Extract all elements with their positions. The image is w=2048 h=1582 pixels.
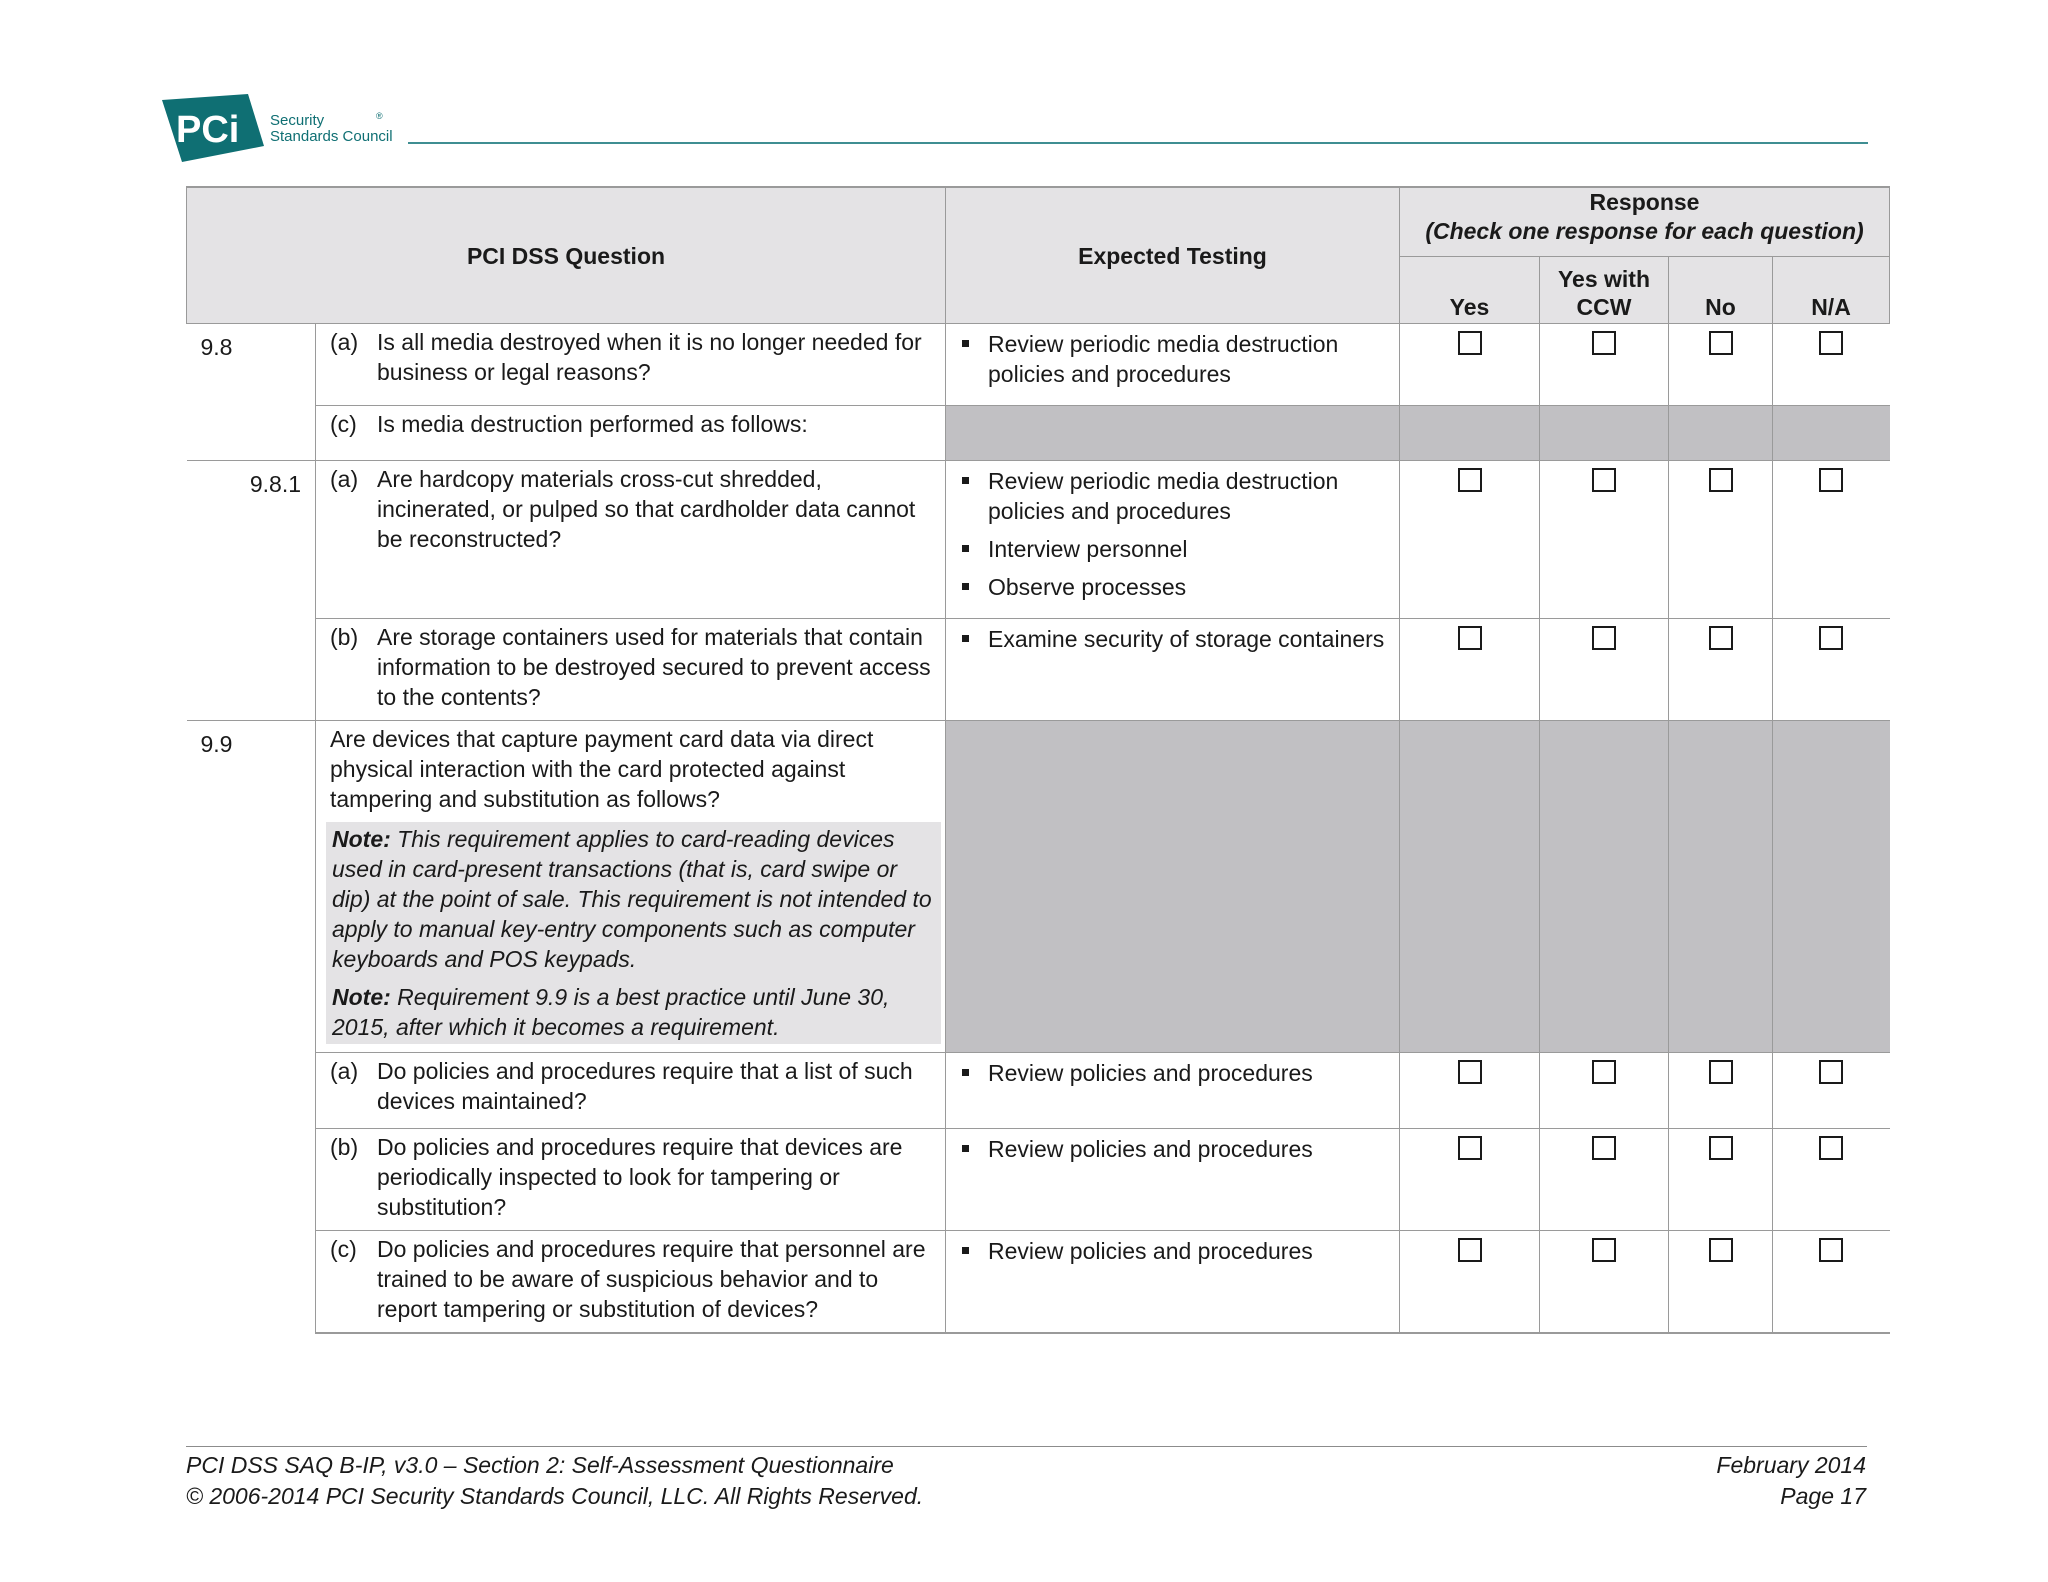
header-testing: Expected Testing (946, 187, 1400, 324)
note-box: Note: This requirement applies to card-reading devices used in card-present transactions (that is, card swipe or dip) at the point of sale. This requirement is not intended to apply to manual key-entry components such as computer keyboards and POS keypads. Note: Requirement 9.9 is a best practice until June 30, 2015, after which it becomes a requirement. (326, 822, 941, 1044)
question-cell: (b) Are storage containers used for materials that contain information to be destroyed secured to prevent access to the contents? (316, 619, 946, 721)
logo-registered: ® (376, 111, 383, 121)
footer-doc-title: PCI DSS SAQ B-IP, v3.0 – Section 2: Self-Assessment Questionnaire (186, 1452, 894, 1478)
logo-line1: Security (270, 112, 325, 129)
question-text: Are devices that capture payment card data via direct physical interaction with the card protected against tampering and substitution as follows? (330, 726, 874, 812)
response-cell (1540, 1129, 1669, 1231)
header-yes-ccw: Yes with CCW (1540, 257, 1669, 324)
table-row (187, 1053, 1890, 1129)
header-na: N/A (1773, 257, 1890, 324)
footer-right (1716, 1450, 1866, 1512)
testing-cell (946, 1231, 1400, 1334)
na-checkbox[interactable] (1819, 1060, 1843, 1084)
yes-ccw-checkbox[interactable] (1592, 1238, 1616, 1262)
table-row (187, 406, 1890, 461)
response-cell (1540, 619, 1669, 721)
header-response-sub: (Check one response for each question) (1425, 218, 1864, 244)
logo-mark: PCi (176, 109, 240, 151)
table-row (187, 1129, 1890, 1231)
logo-line2: Standards Council (270, 128, 393, 145)
header-response-title: Response (1589, 189, 1700, 215)
req-number: 9.8 (187, 324, 316, 461)
list-item: Observe processes (960, 572, 1385, 602)
question-cell: (a) Are hardcopy materials cross-cut shredded, incinerated, or pulped so that cardholder data cannot be reconstructed? (316, 461, 946, 619)
question-text: Do policies and procedures require that devices are periodically inspected to look for tampering or substitution? (377, 1134, 903, 1220)
header-no: No (1669, 257, 1773, 324)
question-cell: (a) Is all media destroyed when it is no longer needed for business or legal reasons? (316, 324, 946, 406)
question-text: Is media destruction performed as follows: (377, 411, 808, 437)
testing-cell (946, 324, 1400, 406)
table-row (187, 721, 1890, 1053)
yes-ccw-checkbox[interactable] (1592, 1136, 1616, 1160)
yes-ccw-checkbox[interactable] (1592, 1060, 1616, 1084)
na-checkbox[interactable] (1819, 626, 1843, 650)
list-item: Review policies and procedures (960, 1134, 1385, 1164)
header-rule (408, 142, 1868, 144)
table-row (187, 324, 1890, 406)
table-row (187, 1231, 1890, 1334)
response-cell (1540, 461, 1669, 619)
table-row (187, 619, 1890, 721)
list-item: Review policies and procedures (960, 1058, 1385, 1088)
questionnaire-table (186, 186, 1890, 1334)
footer-rule (186, 1446, 1867, 1447)
response-cell (1773, 1053, 1890, 1129)
yes-checkbox[interactable] (1458, 626, 1482, 650)
list-item: Interview personnel (960, 534, 1385, 564)
response-cell (1400, 1129, 1540, 1231)
yes-ccw-checkbox[interactable] (1592, 331, 1616, 355)
no-checkbox[interactable] (1709, 1136, 1733, 1160)
req-number: 9.9 (187, 721, 316, 1334)
testing-cell-shaded (946, 406, 1400, 461)
footer-page-number: Page 17 (1780, 1483, 1866, 1509)
response-cell (1669, 1231, 1773, 1334)
response-cell (1773, 1231, 1890, 1334)
question-text: Are storage containers used for materials that contain information to be destroyed secured to prevent access to the contents? (377, 624, 931, 710)
testing-cell (946, 1053, 1400, 1129)
question-text: Is all media destroyed when it is no longer needed for business or legal reasons? (377, 329, 922, 385)
yes-checkbox[interactable] (1458, 468, 1482, 492)
header-response (1400, 187, 1890, 257)
response-cell (1669, 619, 1773, 721)
na-checkbox[interactable] (1819, 1238, 1843, 1262)
na-checkbox[interactable] (1819, 468, 1843, 492)
na-checkbox[interactable] (1819, 1136, 1843, 1160)
no-checkbox[interactable] (1709, 468, 1733, 492)
question-cell (316, 721, 946, 1053)
no-checkbox[interactable] (1709, 1238, 1733, 1262)
yes-checkbox[interactable] (1458, 1136, 1482, 1160)
list-item: Review periodic media destruction policies and procedures (960, 466, 1385, 526)
no-checkbox[interactable] (1709, 626, 1733, 650)
footer-copyright: © 2006-2014 PCI Security Standards Council, LLC. All Rights Reserved. (186, 1483, 924, 1509)
testing-cell (946, 461, 1400, 619)
response-cell (1540, 324, 1669, 406)
response-cell (1773, 619, 1890, 721)
table-row (187, 461, 1890, 619)
yes-ccw-checkbox[interactable] (1592, 468, 1616, 492)
response-cell (1773, 1129, 1890, 1231)
req-number: 9.8.1 (187, 461, 316, 721)
list-item: Examine security of storage containers (960, 624, 1385, 654)
question-cell: (c) Is media destruction performed as follows: (316, 406, 946, 461)
response-cell (1669, 1053, 1773, 1129)
response-cell (1400, 461, 1540, 619)
yes-checkbox[interactable] (1458, 331, 1482, 355)
question-text: Do policies and procedures require that personnel are trained to be aware of suspicious behavior and to report tampering or substitution of devices? (377, 1236, 926, 1322)
list-item: Review periodic media destruction policies and procedures (960, 329, 1385, 389)
response-cell (1540, 1231, 1669, 1334)
testing-cell (946, 1129, 1400, 1231)
yes-ccw-checkbox[interactable] (1592, 626, 1616, 650)
header-question: PCI DSS Question (187, 187, 946, 324)
no-checkbox[interactable] (1709, 1060, 1733, 1084)
response-cell (1400, 1231, 1540, 1334)
footer-date: February 2014 (1716, 1452, 1866, 1478)
response-cell (1400, 619, 1540, 721)
no-checkbox[interactable] (1709, 331, 1733, 355)
yes-checkbox[interactable] (1458, 1060, 1482, 1084)
question-cell: (b) Do policies and procedures require that devices are periodically inspected to look for tampering or substitution? (316, 1129, 946, 1231)
response-cell (1400, 324, 1540, 406)
response-cell (1669, 324, 1773, 406)
response-cell (1669, 1129, 1773, 1231)
response-cell (1540, 1053, 1669, 1129)
question-text: Are hardcopy materials cross-cut shredded, incinerated, or pulped so that cardholder data cannot be reconstructed? (377, 466, 916, 552)
list-item: Review policies and procedures (960, 1236, 1385, 1266)
response-cell (1773, 461, 1890, 619)
yes-checkbox[interactable] (1458, 1238, 1482, 1262)
header-yes: Yes (1400, 257, 1540, 324)
testing-cell-shaded (946, 721, 1400, 1053)
na-checkbox[interactable] (1819, 331, 1843, 355)
question-text: Do policies and procedures require that a list of such devices maintained? (377, 1058, 913, 1114)
response-cell (1773, 324, 1890, 406)
footer-left (186, 1450, 923, 1512)
pci-logo (162, 94, 402, 164)
response-cell (1400, 1053, 1540, 1129)
question-cell: (c) Do policies and procedures require that personnel are trained to be aware of suspicious behavior and to report tampering or substitution of devices? (316, 1231, 946, 1334)
testing-cell (946, 619, 1400, 721)
response-cell (1669, 461, 1773, 619)
question-cell: (a) Do policies and procedures require that a list of such devices maintained? (316, 1053, 946, 1129)
